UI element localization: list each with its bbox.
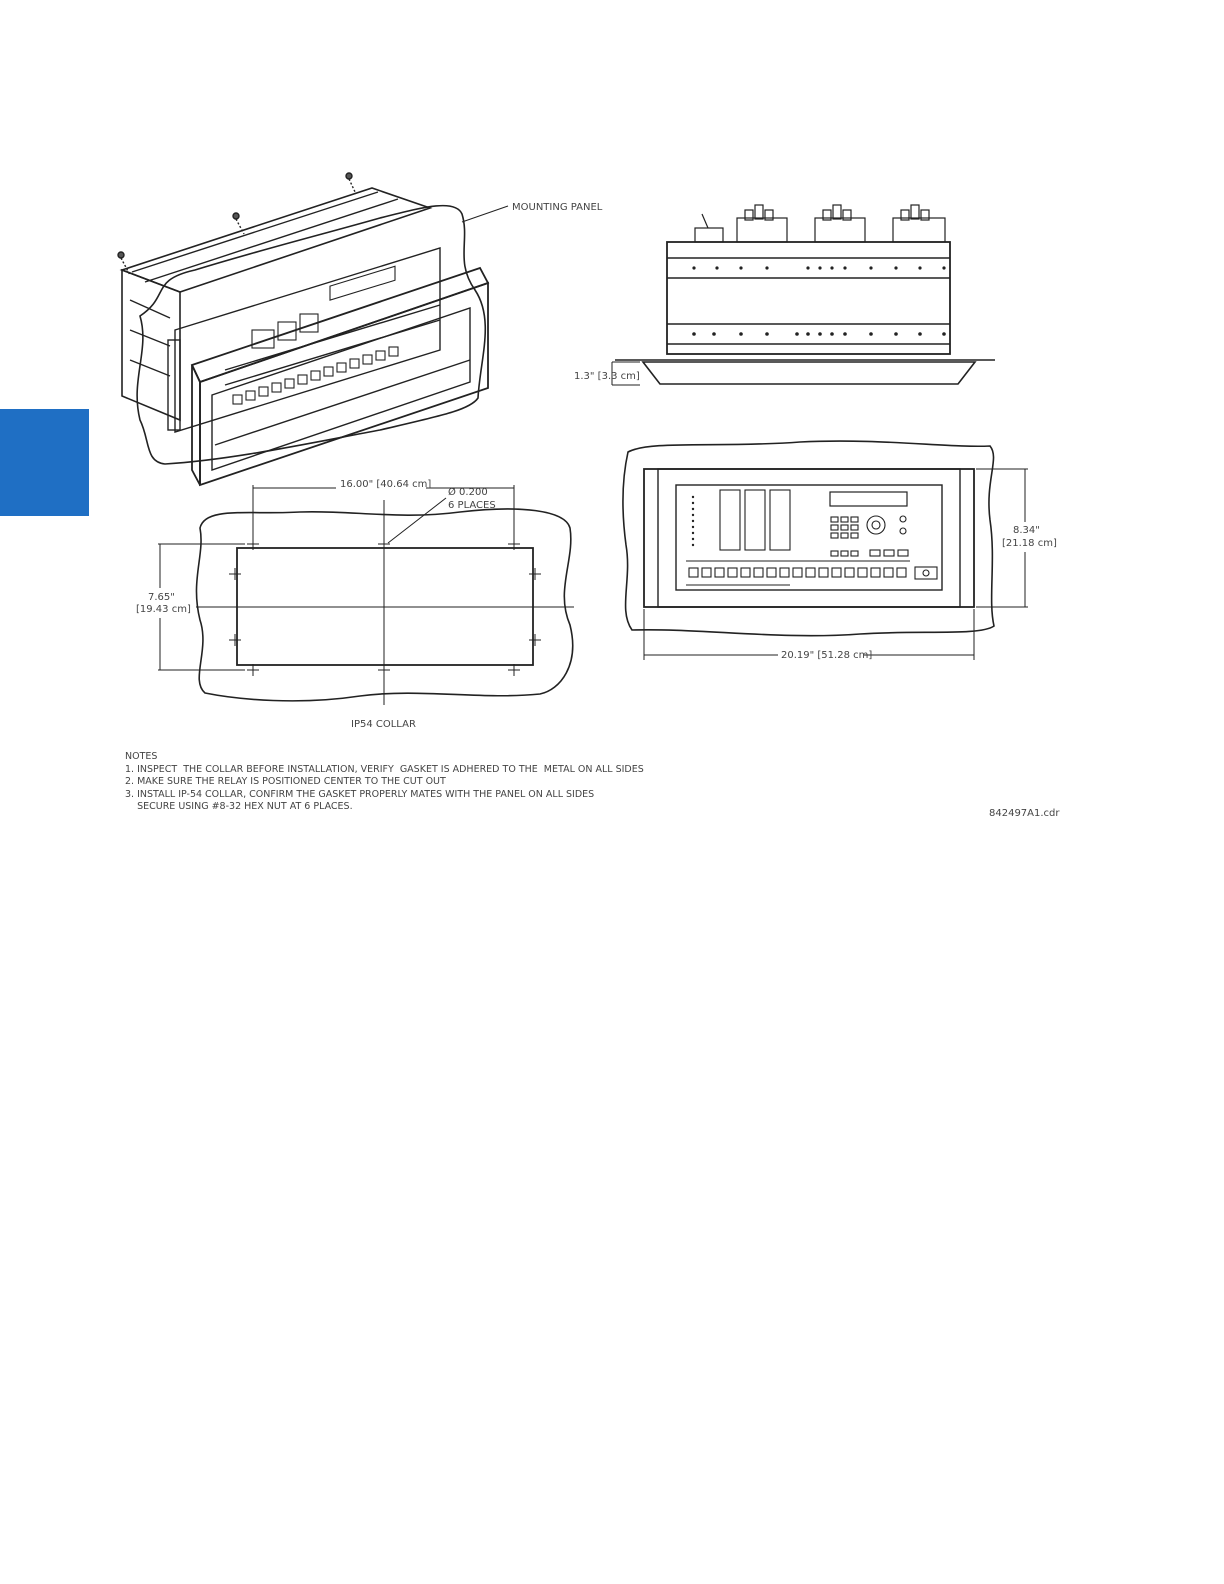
note-item: 2. MAKE SURE THE RELAY IS POSITIONED CENTER TO THE CUT OUT (125, 776, 446, 788)
depth-dimension-label: 1.3" [3.3 cm] (574, 371, 640, 382)
cutout-height-cm-label: [19.43 cm] (136, 604, 191, 615)
top-view (612, 205, 995, 385)
cutout-width-label: 16.00" [40.64 cm] (340, 479, 432, 490)
front-height-cm-label: [21.18 cm] (1002, 538, 1057, 549)
note-item: 3. INSTALL IP-54 COLLAR, CONFIRM THE GASKET PROPERLY MATES WITH THE PANEL ON ALL SIDES (125, 788, 595, 800)
note-item: 1. INSPECT THE COLLAR BEFORE INSTALLATION, VERIFY GASKET IS ADHERED TO THE METAL ON ALL SIDES (125, 763, 644, 775)
front-height-in-label: 8.34" (1013, 525, 1040, 536)
cutout-view (158, 485, 574, 705)
note-item: SECURE USING #8-32 HEX NUT AT 6 PLACES. (125, 801, 353, 813)
figure-id: 842497A1.cdr (989, 808, 1060, 819)
notes-block (125, 751, 644, 814)
hole-diameter-label: Ø 0.200 (448, 487, 488, 498)
front-width-label: 20.19" [51.28 cm] (781, 650, 873, 661)
notes-heading: NOTES (125, 751, 158, 762)
mounting-panel-label: MOUNTING PANEL (512, 202, 603, 213)
front-view (623, 441, 1028, 660)
cutout-height-in-label: 7.65" (148, 592, 175, 603)
isometric-view (118, 173, 488, 485)
collar-label: IP54 COLLAR (351, 719, 416, 730)
hole-count-label: 6 PLACES (448, 500, 496, 511)
